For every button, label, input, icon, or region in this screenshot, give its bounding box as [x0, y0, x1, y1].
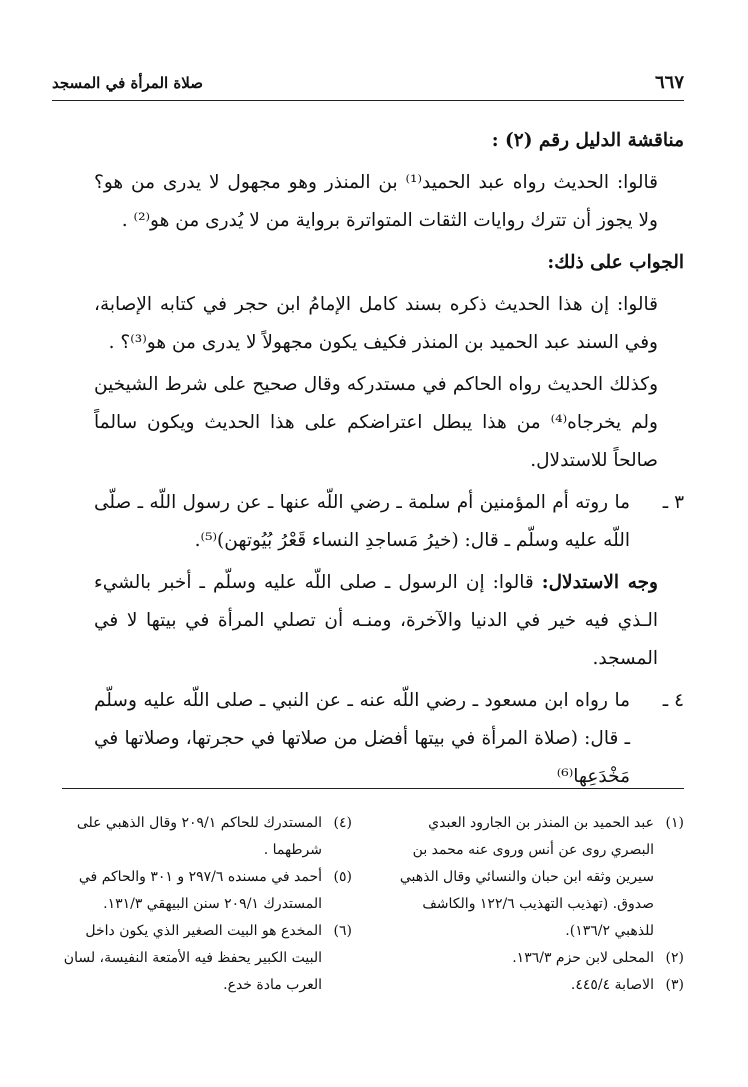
footnote-text: أحمد في مسنده ٢٩٧/٦ و ٣٠١ والحاكم في المستدرك ٢٠٩/١ سنن البيهقي ١٣١/٣.: [78, 869, 322, 912]
item-text: ما روته أم المؤمنين أم سلمة ـ رضي اللّه عنها ـ عن رسول اللّه ـ صلّى اللّه عليه وسلّم ـ قال: (خيرُ مَساجدِ النساء قَعْرُ بُيُوتهن)⁽⁵⁾.: [94, 492, 630, 551]
footnote: [62, 864, 352, 918]
running-title: صلاة المرأة في المسجد: [52, 74, 203, 92]
footnote-number: (٦): [333, 923, 352, 939]
footnote-number: (٤): [333, 815, 352, 831]
section-heading-discussion: مناقشة الدليل رقم (٢) :: [491, 130, 684, 151]
footnote-number: (٢): [665, 950, 684, 966]
footnote-text: المحلى لابن حزم ١٣٦/٣.: [512, 950, 654, 966]
inference-text: قالوا: إن الرسول ـ صلى اللّه عليه وسلّم ـ أخبر بالشيء الـذي فيه خير في الدنيا والآخرة، ومنـه أن تصلي المرأة في بيتها لا في المسجد.: [94, 572, 658, 669]
footnote: [394, 945, 684, 972]
page-header: [52, 72, 684, 102]
footnote: [62, 918, 352, 999]
item-number: ٣ ـ: [662, 492, 684, 513]
section-heading-answer: الجواب على ذلك:: [547, 252, 684, 273]
page-number: ٦٦٧: [654, 72, 684, 93]
evidence-item-4: [94, 682, 684, 796]
paragraph-inference: [94, 564, 684, 678]
inference-label: وجه الاستدلال:: [541, 572, 658, 593]
footnote: [62, 810, 352, 864]
footnote-text: عبد الحميد بن المنذر بن الجارود العبدي البصري روى عن أنس وروى عنه محمد بن سيرين وثقه ابن حبان والنسائي وقال الذهبي صدوق. (تهذيب التهذيب ١٢٢/٦ والكاشف للذهبي ١٣٦/٢).: [399, 815, 654, 939]
footnote: [394, 810, 684, 945]
header-divider: [52, 100, 684, 101]
footnote-number: (٥): [333, 869, 352, 885]
footnotes-column-left: [62, 810, 352, 999]
footnote: [394, 972, 684, 999]
item-number: ٤ ـ: [662, 690, 684, 711]
footnotes-column-right: [394, 810, 684, 999]
evidence-item-3: [94, 484, 684, 560]
footnote-number: (١): [665, 815, 684, 831]
paragraph-objection: قالوا: الحديث رواه عبد الحميد⁽¹⁾ بن المنذر وهو مجهول لا يدرى من هو؟ ولا يجوز أن تترك روايات الثقات المتواترة برواية من لا يُدرى من هو⁽²⁾ .: [94, 172, 658, 231]
footnote-text: الاصابة ٤٤٥/٤.: [570, 977, 654, 993]
item-text: ما رواه ابن مسعود ـ رضي اللّه عنه ـ عن النبي ـ صلى اللّه عليه وسلّم ـ قال: (صلاة المرأة في بيتها أفضل من صلاتها في حجرتها، وصلاتها في مَخْدَعِها⁽⁶⁾: [94, 690, 630, 787]
paragraph-answer: قالوا: إن هذا الحديث ذكره بسند كامل الإمامُ ابن حجر في كتابه الإصابة، وفي السند عبد الحميد بن المنذر فكيف يكون مجهولاً لا يدرى من هو⁽³⁾؟ .: [94, 294, 658, 353]
footnote-number: (٣): [665, 977, 684, 993]
footnote-text: المخدع هو البيت الصغير الذي يكون داخل البيت الكبير يحفظ فيه الأمتعة النفيسة، لسان العرب مادة خدع.: [63, 923, 322, 993]
footnote-divider: [62, 788, 684, 789]
main-text: [94, 122, 684, 800]
footnote-text: المستدرك للحاكم ٢٠٩/١ وقال الذهبي على شرطهما .: [76, 815, 322, 858]
paragraph-hakim: وكذلك الحديث رواه الحاكم في مستدركه وقال صحيح على شرط الشيخين ولم يخرجاه⁽⁴⁾ من هذا يبطل اعتراضكم على هذا الحديث ويكون سالماً صالحاً للاستدلال.: [94, 374, 658, 471]
